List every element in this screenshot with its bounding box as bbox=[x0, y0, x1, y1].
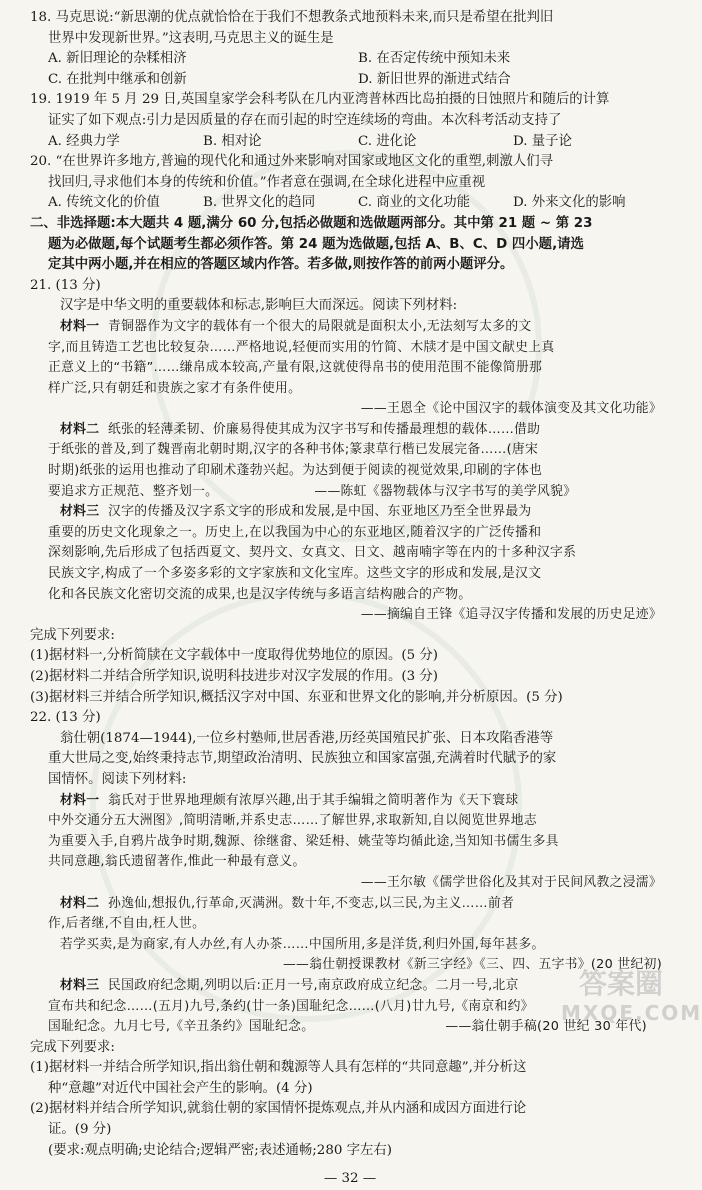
q21-material-2-label: 材料二 bbox=[60, 421, 100, 437]
q22-requirement-2-line-2: 证。(9 分) bbox=[48, 1122, 112, 1138]
q22-m3-line-1: 民国政府纪念期,列明以后:正月一号,南京政府成立纪念。二月一号,北京 bbox=[108, 977, 519, 993]
q21-m3-line-3: 深刻影响,先后形成了包括西夏文、契丹文、女真文、日文、越南喃字等在内的十多种汉字系 bbox=[48, 545, 577, 561]
q22-m2-line-2: 作,后者继,不自由,枉人世。 bbox=[48, 916, 206, 932]
q22-intro-line-3: 国情怀。阅读下列材料: bbox=[48, 771, 187, 787]
q22-requirement-1-line-2: 种“意趣”对近代中国社会产生的影响。(4 分) bbox=[48, 1080, 313, 1096]
watermark-url: MXQE.COM bbox=[561, 1001, 702, 1025]
q21-requirement-2: (2)据材料二并结合所学知识,说明科技进步对汉字发展的作用。(3 分) bbox=[30, 669, 438, 684]
q20-line-2: 找回归,寻求他们本身的传统和价值。”作者意在强调,在全球化进程中应重视 bbox=[48, 174, 486, 190]
question-20 bbox=[30, 152, 670, 214]
question-18 bbox=[30, 8, 670, 90]
q21-material-3-label: 材料三 bbox=[60, 504, 100, 520]
q22-intro-line-2: 重大世局之变,始终秉持志节,期望政治清明、民族独立和国家富强,充满着时代賦予的家 bbox=[48, 751, 557, 767]
q22-requirement-2-line-1: (2)据材料并结合所学知识,就翁仕朝的家国情怀提炼观点,并从内涵和成因方面进行论 bbox=[30, 1101, 527, 1117]
q18-options-row-1 bbox=[30, 49, 670, 70]
q22-m2-line-1: 孙逸仙,想报仇,行革命,灭满洲。数十年,不变志,以三民,为主义……前者 bbox=[108, 895, 515, 911]
q22-requirements-heading: 完成下列要求: bbox=[30, 1039, 115, 1055]
q22-m1-source: ——王尔敏《儒学世俗化及其对于民间风教之浸濡》 bbox=[360, 874, 662, 890]
q19-line-2: 证实了如下观点:引力是因质量的存在而引起的时空连续场的弯曲。本次科考活动支持了 bbox=[48, 112, 562, 128]
q22-m1-line-2: 中外交通分五大洲图》,简明清晰,并系史志……了解世界,求取新知,自以阅览世界地志 bbox=[48, 813, 537, 829]
q21-m3-line-4: 民族文字,构成了一个多姿多彩的文字家族和文化宝库。这些文字的形成和发展,是汉文 bbox=[48, 566, 542, 582]
q21-m1-line-1: 青铜器作为文字的载体有一个很大的局限就是面积太小,无法刻写太多的文 bbox=[108, 318, 532, 334]
q22-material-2-label: 材料二 bbox=[60, 895, 100, 911]
q19-option-d[interactable]: D. 量子论 bbox=[513, 133, 572, 149]
q22-m2-source: ——翁仕朝授课教材《新三字经》《三、四、五字书》(20 世纪初) bbox=[282, 957, 662, 973]
q18-option-a[interactable]: A. 新旧理论的杂糅相济 bbox=[48, 51, 187, 67]
q22-m3-line-2: 宣布共和纪念……(五月)九号,条约(廿一条)国耻纪念……(八月)廿九号,《南京和约》 bbox=[48, 998, 534, 1014]
q20-option-a[interactable]: A. 传统文化的价值 bbox=[48, 195, 160, 211]
q19-option-b[interactable]: B. 相对论 bbox=[203, 133, 262, 149]
site-watermark bbox=[561, 967, 702, 1037]
q21-material-1-label: 材料一 bbox=[60, 318, 100, 334]
question-19 bbox=[30, 90, 670, 152]
page-number: — 32 — bbox=[323, 1171, 377, 1187]
q20-line-1: 20. “在世界许多地方,普遍的现代化和通过外来影响对国家或地区文化的重塑,刺激人们寻 bbox=[30, 154, 553, 170]
q21-requirements-heading: 完成下列要求: bbox=[30, 627, 115, 643]
q20-option-c[interactable]: C. 商业的文化功能 bbox=[358, 195, 471, 211]
q21-material-3 bbox=[30, 502, 670, 626]
q19-option-a[interactable]: A. 经典力学 bbox=[48, 133, 120, 149]
q22-m1-line-3: 为重要入手,自鸦片战争时期,魏源、徐继畬、梁廷枏、姚莹等均循此途,当知知书儒生多具 bbox=[48, 833, 559, 849]
q21-m2-line-1: 纸张的轻薄柔韧、价廉易得使其成为汉字书写和传播最理想的载体……借助 bbox=[108, 421, 541, 437]
q22-material-2 bbox=[30, 894, 670, 976]
q19-options bbox=[30, 132, 670, 153]
q21-m3-line-5: 化和各民族文化密切交流的成果,也是汉字传统与多语言结构融合的产物。 bbox=[48, 586, 472, 602]
watermark-logo-text: 答案圈 bbox=[578, 967, 663, 1000]
q22-m3-source: ——翁仕朝手稿(20 世纪 30 年代) bbox=[445, 1019, 647, 1035]
q22-material-1 bbox=[30, 791, 670, 894]
q22-m3-line-3: 国耻纪念。九月七号,《辛丑条约》国耻纪念。 bbox=[48, 1019, 315, 1035]
q18-line-2: 世界中发现新世界。”这表明,马克思主义的诞生是 bbox=[48, 30, 334, 46]
q21-m3-line-2: 重要的历史文化现象之一。历史上,在以我国为中心的东亚地区,随着汉字的广泛传播和 bbox=[48, 524, 542, 540]
q22-answer-requirements-note: (要求:观点明确;史论结合;逻辑严密;表述通畅;280 字左右) bbox=[48, 1142, 393, 1158]
q18-options-row-2 bbox=[30, 70, 670, 91]
q20-option-d[interactable]: D. 外来文化的影响 bbox=[513, 195, 626, 211]
q22-material-1-label: 材料一 bbox=[60, 792, 100, 808]
section-2-instructions bbox=[30, 214, 670, 276]
q18-line-1: 18. 马克思说:“新思潮的优点就恰恰在于我们不想教条式地预料未来,而只是希望在批判旧 bbox=[30, 10, 554, 25]
q21-m2-line-3: 时期)纸张的运用也推动了印刷术蓬勃兴起。为达到便于阅读的视觉效果,印刷的字体也 bbox=[48, 463, 543, 479]
q22-m1-line-4: 共同意趣,翁氏遗留著作,惟此一种最有意义。 bbox=[48, 854, 306, 870]
q22-requirement-1-line-1: (1)据材料一并结合所学知识,指出翁仕朝和魏源等人具有怎样的“共同意趣”,并分析这 bbox=[30, 1060, 527, 1076]
q21-m3-source: ——摘编自王锋《追寻汉字传播和发展的历史足迹》 bbox=[360, 607, 662, 623]
q22-m1-line-1: 翁氏对于世界地理颇有浓厚兴趣,出于其手编辑之简明著作为《天下寰球 bbox=[108, 792, 519, 808]
q22-m2-line-3: 若学买卖,是为商家,有人办丝,有人办茶……中国所用,多是洋货,利归外国,每年甚多。 bbox=[60, 936, 545, 952]
q21-heading: 21. (13 分) bbox=[30, 277, 101, 293]
q19-option-c[interactable]: C. 进化论 bbox=[358, 133, 417, 149]
q21-material-1 bbox=[30, 317, 670, 420]
q21-m2-line-4: 要追求方正规范、整齐划一。 bbox=[48, 483, 219, 499]
q18-option-c[interactable]: C. 在批判中继承和创新 bbox=[48, 71, 187, 87]
section-2-line-1: 二、非选择题:本大题共 4 题,满分 60 分,包括必做题和选做题两部分。其中第 21 题 ~ 第 23 bbox=[30, 215, 593, 231]
q22-material-3-label: 材料三 bbox=[60, 977, 100, 993]
exam-page bbox=[30, 8, 670, 1187]
q22-intro-line-1: 翁仕朝(1874—1944),一位乡村塾师,世居香港,历经英国殖民扩张、日本攻陷香港等 bbox=[60, 730, 554, 746]
q21-material-2 bbox=[30, 420, 670, 502]
q21-requirement-1: (1)据材料一,分析简牍在文字载体中一度取得优势地位的原因。(5 分) bbox=[30, 648, 438, 664]
section-2-line-2: 题为必做题,每个试题考生都必须作答。第 24 题为选做题,包括 A、B、C、D 四小题,请选 bbox=[48, 236, 584, 252]
section-2-line-3: 定其中两小题,并在相应的答题区域内作答。若多做,则按作答的前两小题评分。 bbox=[48, 257, 514, 273]
q19-line-1: 19. 1919 年 5 月 29 日,英国皇家学会科考队在几内亚湾普林西比岛拍摄的日蚀照片和随后的计算 bbox=[30, 92, 610, 108]
q21-intro: 汉字是中华文明的重要载体和标志,影响巨大而深远。阅读下列材料: bbox=[60, 298, 458, 314]
q21-m1-line-3: 正意义上的“书籍”……缣帛成本较高,产量有限,这就使得帛书的使用范围不能像简册那 bbox=[48, 360, 543, 376]
q21-m1-line-2: 字,而且铸造工艺也比较复杂……严格地说,轻便而实用的竹简、木牍才是中国文献史上真 bbox=[48, 339, 555, 355]
q21-requirement-3: (3)据材料三并结合所学知识,概括汉字对中国、东亚和世界文化的影响,并分析原因。(5 分) bbox=[30, 689, 563, 705]
q18-option-b[interactable]: B. 在否定传统中预知未来 bbox=[358, 51, 511, 67]
question-22 bbox=[30, 708, 670, 1161]
q22-heading: 22. (13 分) bbox=[30, 710, 101, 726]
question-21 bbox=[30, 276, 670, 708]
q21-m3-line-1: 汉字的传播及汉字系文字的形成和发展,是中国、东亚地区乃至全世界最为 bbox=[108, 504, 532, 520]
q21-m2-line-2: 于纸张的普及,到了魏晋南北朝时期,汉字的各种书体;篆隶草行楷已发展完备……(唐宋 bbox=[48, 442, 539, 458]
q21-m1-source: ——王恩全《论中国汉字的载体演变及其文化功能》 bbox=[360, 401, 662, 417]
q21-m1-line-4: 样广泛,只有朝廷和贵族之家才有条件使用。 bbox=[48, 380, 302, 396]
q20-option-b[interactable]: B. 世界文化的趋同 bbox=[203, 195, 316, 211]
q18-option-d[interactable]: D. 新旧世界的渐进式结合 bbox=[358, 71, 511, 87]
q21-m2-source: ——陈虹《器物载体与汉字书写的美学风貌》 bbox=[314, 483, 577, 499]
q20-options bbox=[30, 193, 670, 214]
